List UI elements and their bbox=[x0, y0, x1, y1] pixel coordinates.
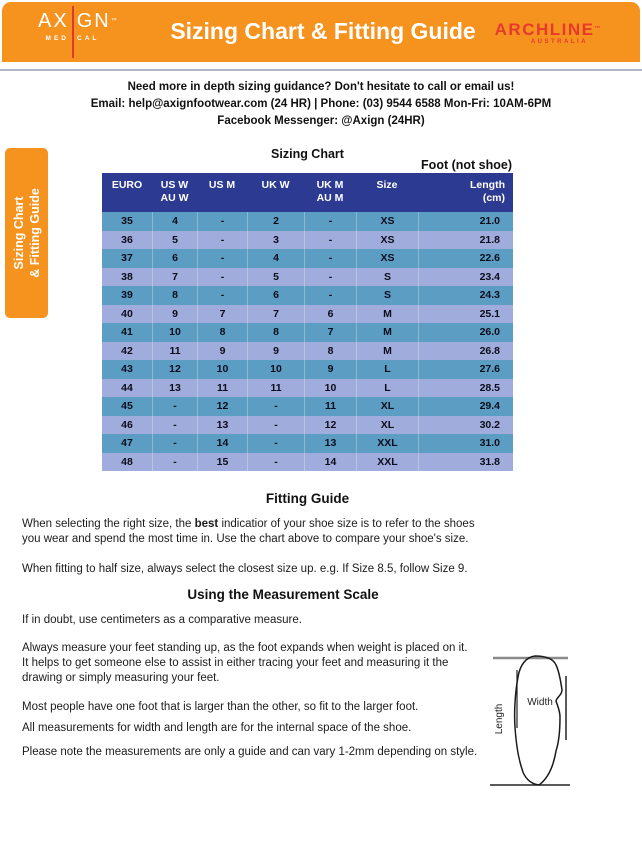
table-cell: 4 bbox=[247, 249, 304, 268]
table-cell: - bbox=[304, 249, 356, 268]
foot-outline bbox=[515, 656, 562, 785]
table-cell: 31.8 bbox=[418, 453, 513, 472]
table-cell: 11 bbox=[197, 379, 247, 398]
table-cell: 8 bbox=[304, 342, 356, 361]
table-row bbox=[102, 231, 513, 250]
trademark-symbol: ™ bbox=[594, 26, 602, 32]
table-cell: - bbox=[152, 453, 197, 472]
table-cell: - bbox=[247, 416, 304, 435]
table-cell: S bbox=[356, 268, 418, 287]
foot-measurement-diagram bbox=[482, 645, 642, 795]
table-cell: 10 bbox=[304, 379, 356, 398]
table-cell: 23.4 bbox=[418, 268, 513, 287]
table-row bbox=[102, 453, 513, 472]
table-cell: 9 bbox=[197, 342, 247, 361]
table-cell: - bbox=[152, 434, 197, 453]
foot-not-shoe-note: Foot (not shoe) bbox=[421, 158, 512, 172]
table-cell: 42 bbox=[121, 344, 133, 357]
sizing-chart-title: Sizing Chart bbox=[271, 147, 344, 161]
contact-line: Need more in depth sizing guidance? Don't hesitate to call or email us! bbox=[127, 81, 515, 93]
table-row bbox=[102, 397, 513, 416]
width-label: Width bbox=[527, 697, 553, 708]
length-label: Length bbox=[494, 703, 505, 735]
table-cell: 37 bbox=[121, 252, 133, 264]
measurement-paragraph: All measurements for width and length are for the internal space of the shoe. bbox=[22, 722, 412, 734]
table-body bbox=[102, 212, 513, 471]
side-tab-label: Sizing Chart & Fitting Guide bbox=[11, 188, 42, 278]
table-cell: 7 bbox=[304, 323, 356, 342]
fitting-guide-paragraph: When fitting to half size, always select the closest size up. e.g. If Size 8.5, follow Size 9. bbox=[22, 563, 468, 575]
table-cell: 15 bbox=[197, 453, 247, 472]
table-cell: - bbox=[304, 286, 356, 305]
table-cell: 4 bbox=[152, 212, 197, 231]
table-cell: 13 bbox=[304, 434, 356, 453]
column-header-us-m: US M bbox=[208, 179, 236, 191]
measurement-scale-heading: Using the Measurement Scale bbox=[187, 587, 379, 602]
header-divider bbox=[0, 69, 642, 71]
table-cell: 3 bbox=[247, 231, 304, 250]
brand-text: AX bbox=[38, 10, 69, 32]
column-header-length: Length (cm) bbox=[470, 179, 505, 204]
contact-block bbox=[0, 79, 642, 130]
table-cell: 5 bbox=[152, 231, 197, 250]
table-cell: 39 bbox=[121, 289, 133, 301]
table-cell: 12 bbox=[152, 360, 197, 379]
table-cell: 12 bbox=[304, 416, 356, 435]
table-cell: - bbox=[304, 268, 356, 287]
table-cell: - bbox=[197, 231, 247, 250]
table-cell: 13 bbox=[197, 416, 247, 435]
table-cell: 2 bbox=[247, 212, 304, 231]
table-cell: 8 bbox=[152, 286, 197, 305]
table-cell: 21.8 bbox=[418, 231, 513, 250]
table-header-row bbox=[102, 173, 513, 212]
table-cell: 9 bbox=[304, 360, 356, 379]
table-cell: 8 bbox=[197, 323, 247, 342]
contact-line: Email: help@axignfootwear.com (24 HR) | Phone: (03) 9544 6588 Mon-Fri: 10AM-6PM bbox=[90, 98, 552, 110]
table-cell: 7 bbox=[152, 268, 197, 287]
column-header-us-w: US W AU W bbox=[160, 179, 189, 204]
table-cell: 5 bbox=[247, 268, 304, 287]
table-cell: 11 bbox=[247, 379, 304, 398]
table-cell: 31.0 bbox=[418, 434, 513, 453]
table-cell: - bbox=[197, 212, 247, 231]
measurement-paragraph: Most people have one foot that is larger than the other, so fit to the larger foot. bbox=[22, 701, 419, 713]
measurement-paragraph: Please note the measurements are only a guide and can vary 1-2mm depending on style. bbox=[22, 746, 478, 758]
table-cell: 24.3 bbox=[418, 286, 513, 305]
table-cell: 47 bbox=[121, 437, 133, 449]
measurement-paragraph: Always measure your feet standing up, as the foot expands when weight is placed on it. It helps to get someone else to assist in either tracing your feet and measuring it the drawing or simply measuring your feet. bbox=[22, 642, 468, 684]
table-cell: XS bbox=[356, 231, 418, 250]
table-row bbox=[102, 212, 513, 231]
table-cell: 28.5 bbox=[418, 379, 513, 398]
table-cell: - bbox=[304, 231, 356, 250]
table-row bbox=[102, 360, 513, 379]
table-cell: 8 bbox=[247, 323, 304, 342]
table-cell: S bbox=[356, 286, 418, 305]
table-cell: - bbox=[197, 286, 247, 305]
table-cell: 14 bbox=[304, 453, 356, 472]
table-cell: 48 bbox=[121, 455, 133, 468]
table-cell: 26.0 bbox=[418, 323, 513, 342]
table-cell: - bbox=[197, 268, 247, 287]
column-header-size: Size bbox=[376, 179, 398, 191]
table-cell: - bbox=[152, 397, 197, 416]
table-cell: 44 bbox=[121, 381, 133, 394]
table-row bbox=[102, 416, 513, 435]
table-cell: 36 bbox=[121, 233, 133, 246]
table-cell: 6 bbox=[152, 249, 197, 268]
table-cell: 35 bbox=[121, 215, 133, 227]
table-cell: 7 bbox=[247, 305, 304, 324]
table-cell: XS bbox=[356, 249, 418, 268]
page-title: Sizing Chart & Fitting Guide bbox=[170, 18, 476, 44]
table-row bbox=[102, 249, 513, 268]
table-cell: 41 bbox=[121, 326, 133, 338]
table-cell: 11 bbox=[304, 397, 356, 416]
table-cell: 9 bbox=[152, 305, 197, 324]
table-cell: 46 bbox=[121, 418, 133, 431]
table-cell: 30.2 bbox=[418, 416, 513, 435]
measurement-paragraph: If in doubt, use centimeters as a comparative measure. bbox=[22, 614, 302, 626]
table-cell: 14 bbox=[197, 434, 247, 453]
table-cell: 10 bbox=[197, 360, 247, 379]
table-cell: 26.8 bbox=[418, 342, 513, 361]
archline-logo: ARCHLINE™ AUSTRALIA bbox=[494, 20, 602, 45]
sizing-chart-table bbox=[102, 173, 513, 471]
table-cell: 9 bbox=[247, 342, 304, 361]
contact-line: Facebook Messenger: @Axign (24HR) bbox=[217, 115, 425, 127]
table-cell: 10 bbox=[247, 360, 304, 379]
fitting-guide-heading: Fitting Guide bbox=[265, 491, 350, 506]
table-row bbox=[102, 305, 513, 324]
header-band bbox=[2, 2, 640, 62]
table-row bbox=[102, 286, 513, 305]
side-tab bbox=[5, 148, 48, 318]
brand-subtext: MED bbox=[45, 35, 69, 42]
table-cell: XL bbox=[356, 397, 418, 416]
table-cell: - bbox=[197, 249, 247, 268]
table-cell: 21.0 bbox=[418, 212, 513, 231]
table-cell: 6 bbox=[247, 286, 304, 305]
table-cell: L bbox=[356, 379, 418, 398]
table-cell: - bbox=[247, 397, 304, 416]
fitting-guide-paragraph: When selecting the right size, the best indicatior of your shoe size is to refer to the shoes you wear and spend the most time in. Use the chart above to compare your shoe's size. bbox=[22, 518, 475, 545]
table-row bbox=[102, 434, 513, 453]
table-cell: 22.6 bbox=[418, 249, 513, 268]
table-cell: 27.6 bbox=[418, 360, 513, 379]
table-cell: 6 bbox=[304, 305, 356, 324]
table-cell: XS bbox=[356, 212, 418, 231]
column-header-uk-m: UK M AU M bbox=[316, 179, 344, 204]
table-cell: 13 bbox=[152, 379, 197, 398]
table-row bbox=[102, 268, 513, 287]
trademark-symbol: ™ bbox=[110, 18, 117, 24]
table-cell: 10 bbox=[152, 323, 197, 342]
table-cell: - bbox=[304, 212, 356, 231]
brand-text: GN™ bbox=[76, 10, 117, 32]
table-row bbox=[102, 379, 513, 398]
table-cell: 12 bbox=[197, 397, 247, 416]
table-cell: 40 bbox=[121, 307, 133, 320]
table-row bbox=[102, 323, 513, 342]
table-cell: - bbox=[247, 453, 304, 472]
table-cell: - bbox=[247, 434, 304, 453]
column-header-euro: EURO bbox=[111, 179, 143, 191]
brand-subtext: CAL bbox=[77, 35, 100, 42]
table-cell: XXL bbox=[356, 453, 418, 472]
table-row bbox=[102, 342, 513, 361]
table-cell: L bbox=[356, 360, 418, 379]
table-cell: XL bbox=[356, 416, 418, 435]
table-cell: 29.4 bbox=[418, 397, 513, 416]
table-cell: M bbox=[356, 342, 418, 361]
table-cell: 25.1 bbox=[418, 305, 513, 324]
table-cell: 45 bbox=[121, 400, 133, 412]
archline-subtitle: AUSTRALIA bbox=[530, 39, 588, 45]
table-cell: M bbox=[356, 323, 418, 342]
table-cell: 7 bbox=[197, 305, 247, 324]
table-cell: - bbox=[152, 416, 197, 435]
table-cell: XXL bbox=[356, 434, 418, 453]
table-cell: M bbox=[356, 305, 418, 324]
table-cell: 43 bbox=[121, 363, 133, 375]
table-cell: 38 bbox=[121, 270, 133, 283]
column-header-uk-w: UK W bbox=[261, 179, 290, 191]
table-cell: 11 bbox=[152, 342, 197, 361]
